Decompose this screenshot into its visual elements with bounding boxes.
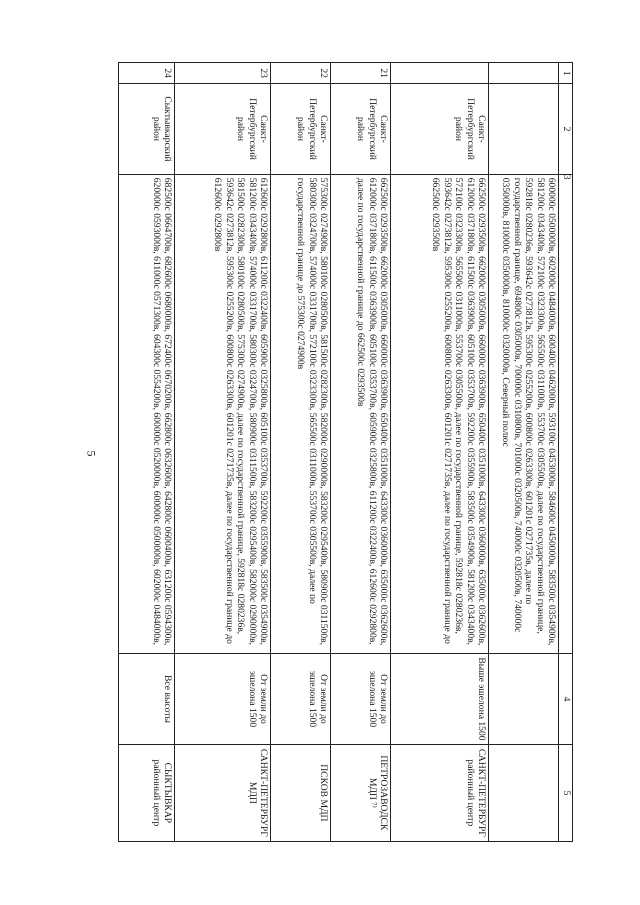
row-number: 22 [271, 63, 331, 84]
boundary-coordinates: 600000с 0500000в, 602000с 0484000в, 600400с 0462000в, 593100с 0453000в, 584600с 0450000в, 583500с 0354900в, 581200с 0343400в, 572100с 0323300в, 565500с 0311000в, 553700с 0305500в, далее по государственной границе, 592818с 0280236в, 593642с 0273812в, 595300с 0255200в, 600800с 0263300в, 601201с 0271735в, далее по государственной границе, 694800с 0305000в, 700000с 0310800в, 701000с 0320500в, 740000с 0320500в, 740000с 0350000в, 810000с 0350000в, 810000с 0320000в, Северный полюс [489, 174, 559, 653]
altitude-range: От земли до эшелона 1500 [331, 654, 391, 745]
boundary-coordinates: 575300с 0274900в, 580100с 0280500в, 581500с 0282300в, 582000с 0290000в, 583200с 0295400в, 580900с 0311500в, 580300с 0324700в, 574000с 0331700в, 572100с 0323300в, 565500с 0311000в, 553700с 0305500в, далее по государственной границе до 575300с 0274900в [271, 174, 331, 653]
control-center: ПЕТРОЗАВОДСК МДП ⁷⁾ [331, 744, 391, 841]
row-number: 24 [119, 63, 175, 84]
control-center: САНКТ-ПЕТЕРБУРГ районный центр [391, 744, 489, 841]
table-row [331, 63, 391, 842]
control-center [489, 744, 559, 841]
column-header-4: 4 [559, 654, 573, 745]
region-name: Санкт-Петербургский район [391, 84, 489, 175]
column-header-2: 2 [559, 84, 573, 175]
table-row [391, 63, 489, 842]
region-name: Санкт-Петербургский район [331, 84, 391, 175]
rotated-page [98, 62, 573, 842]
altitude-range [489, 654, 559, 745]
altitude-range: От земли до эшелона 1500 [271, 654, 331, 745]
table-row [119, 63, 175, 842]
table-header-row [559, 63, 573, 842]
table-row [271, 63, 331, 842]
boundary-coordinates: 682500с 0664700в, 682600с 0680000в, 672400с 0670200в, 662800с 0632600в, 642800с 0600400в, 631200с 0594300в, 620000с 0593000в, 611000с 0571300в, 604300с 0554200в, 600000с 0520000в, 600000с 0500000в, 602000с 0484000в, [119, 174, 175, 653]
altitude-range: Выше эшелона 1500 [391, 654, 489, 745]
airspace-table [118, 62, 573, 842]
region-name: Санкт-Петербургский район [175, 84, 271, 175]
control-center: ПСКОВ МДП [271, 744, 331, 841]
column-header-5: 5 [559, 744, 573, 841]
table-row [175, 63, 271, 842]
boundary-coordinates: 662500с 0293500в, 662000с 0305000в, 660000с 0363900в, 650400с 0351000в, 643300с 0360000в, 635000с 0362600в, 612000с 0371800в, 611500с 0363900в, 605100с 0353700в, 605900с 0325800в, 611200с 0322400в, 612600с 0292800в, далее по государственной границе до 662500с 0293500в [331, 174, 391, 653]
column-header-1: 1 [559, 63, 573, 84]
row-number [489, 63, 559, 84]
boundary-coordinates: 612600с 0292800в, 611200с 0322400в, 605900с 0325800в, 605100с 0353700в, 592200с 0355900в, 583500с 0354900в, 581200с 0343400в, 574000с 0331700в, 580300с 0324700в, 580900с 0311500в, 583200с 0295400в, 582000с 0290000в, 581500с 0282300в, 580100с 0280500в, 575300с 0274900в, далее по государственной границе, 592818с 0280236в, 593642с 0273812в, 595300с 0255200в, 600800с 0263300в, 601201с 0271735в, далее по государственной границе до 612600с 0292800в [175, 174, 271, 653]
page-number: 5 [84, 450, 99, 457]
table-row [489, 63, 559, 842]
region-name [489, 84, 559, 175]
region-name: Сыктывкарский район [119, 84, 175, 175]
column-header-3: 3 [559, 174, 573, 653]
altitude-range: От земли до эшелона 1500 [175, 654, 271, 745]
row-number: 21 [331, 63, 391, 84]
control-center: СЫКТЫВКАР районный центр [119, 744, 175, 841]
altitude-range: Все высоты [119, 654, 175, 745]
row-number: 23 [175, 63, 271, 84]
control-center: САНКТ-ПЕТЕРБУРГ МДП [175, 744, 271, 841]
row-number [391, 63, 489, 84]
boundary-coordinates: 662500с 0293500в, 662000с 0305000в, 660000с 0363900в, 650400с 0351000в, 643300с 0360000в, 635000с 0362600в, 612000с 0371800в, 611500с 0363900в, 605100с 0353700в, 592200с 0355900в, 583500с 0354900в, 581200с 0343400в, 572100с 0323300в, 565500с 0311000в, 553700с 0305500в, далее по государственной границе, 592818с 0280236в, 593642с 0273812в, 595300с 0255200в, 600800с 0263300в, 601201с 0271735в, далее по государственной границе до 662500с 0293500в [391, 174, 489, 653]
region-name: Санкт-Петербургский район [271, 84, 331, 175]
